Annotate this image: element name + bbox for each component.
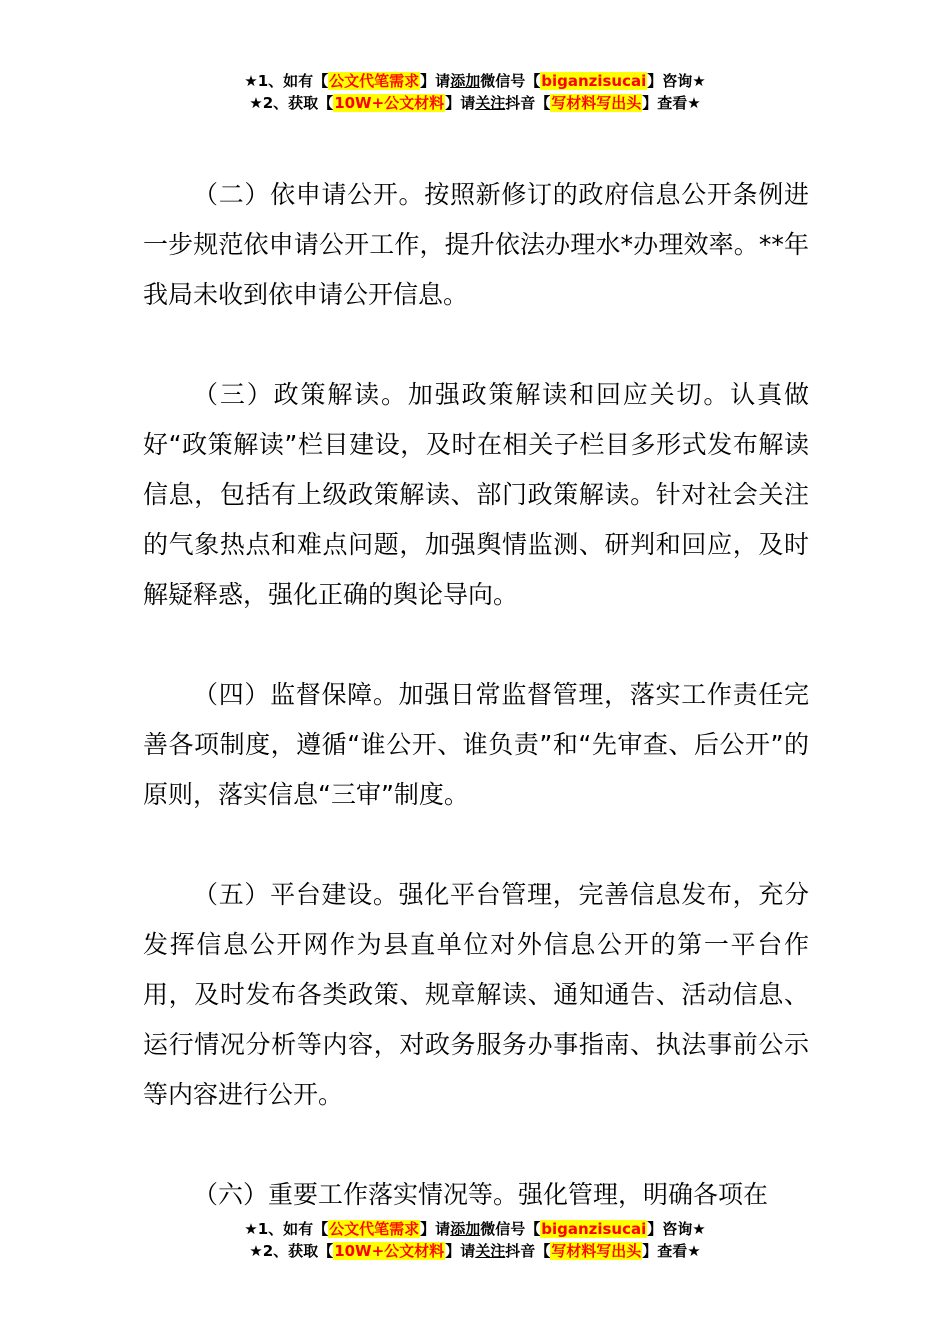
highlight-ghostwriting: 公文代笔需求: [329, 1220, 420, 1238]
banner-line-2: ★2、获取【10W+公文材料】请关注抖音【写材料写出头】查看★: [249, 94, 701, 112]
highlight-wechat-id: biganzisucai: [541, 72, 647, 90]
document-body: [143, 170, 809, 1220]
highlight-ghostwriting: 公文代笔需求: [329, 72, 420, 90]
paragraph-supervision: （四）监督保障。加强日常监督管理，落实工作责任完善各项制度，遵循“谁公开、谁负责”和“先审查、后公开”的原则，落实信息“三审”制度。: [143, 680, 809, 809]
highlight-douyin: 写材料写出头: [551, 94, 642, 112]
highlight-materials: 10W+公文材料: [334, 1242, 445, 1260]
paragraph-policy-interpretation: （三）政策解读。加强政策解读和回应关切。认真做好“政策解读”栏目建设，及时在相关子栏目多形式发布解读信息，包括有上级政策解读、部门政策解读。针对社会关注的气象热点和难点问题，加强舆情监测、研判和回应，及时解疑释惑，强化正确的舆论导向。: [143, 380, 809, 609]
banner-line-1: ★1、如有【公文代笔需求】请添加微信号【biganzisucai】咨询★: [244, 72, 706, 90]
header-banner: [0, 70, 950, 114]
highlight-douyin: 写材料写出头: [551, 1242, 642, 1260]
highlight-materials: 10W+公文材料: [334, 94, 445, 112]
paragraph-platform-construction: （五）平台建设。强化平台管理，完善信息发布，充分发挥信息公开网作为县直单位对外信息公开的第一平台作用，及时发布各类政策、规章解读、通知通告、活动信息、运行情况分析等内容，对政务服务办事指南、执法事前公示等内容进行公开。: [143, 880, 809, 1109]
banner-line-1: ★1、如有【公文代笔需求】请添加微信号【biganzisucai】咨询★: [244, 1220, 706, 1238]
banner-line-2: ★2、获取【10W+公文材料】请关注抖音【写材料写出头】查看★: [249, 1242, 701, 1260]
footer-banner: [0, 1218, 950, 1262]
paragraph-key-work: （六）重要工作落实情况等。强化管理，明确各项在: [193, 1180, 769, 1209]
paragraph-on-request-disclosure: （二）依申请公开。按照新修订的政府信息公开条例进一步规范依申请公开工作，提升依法办理水*办理效率。**年我局未收到依申请公开信息。: [143, 180, 809, 309]
highlight-wechat-id: biganzisucai: [541, 1220, 647, 1238]
